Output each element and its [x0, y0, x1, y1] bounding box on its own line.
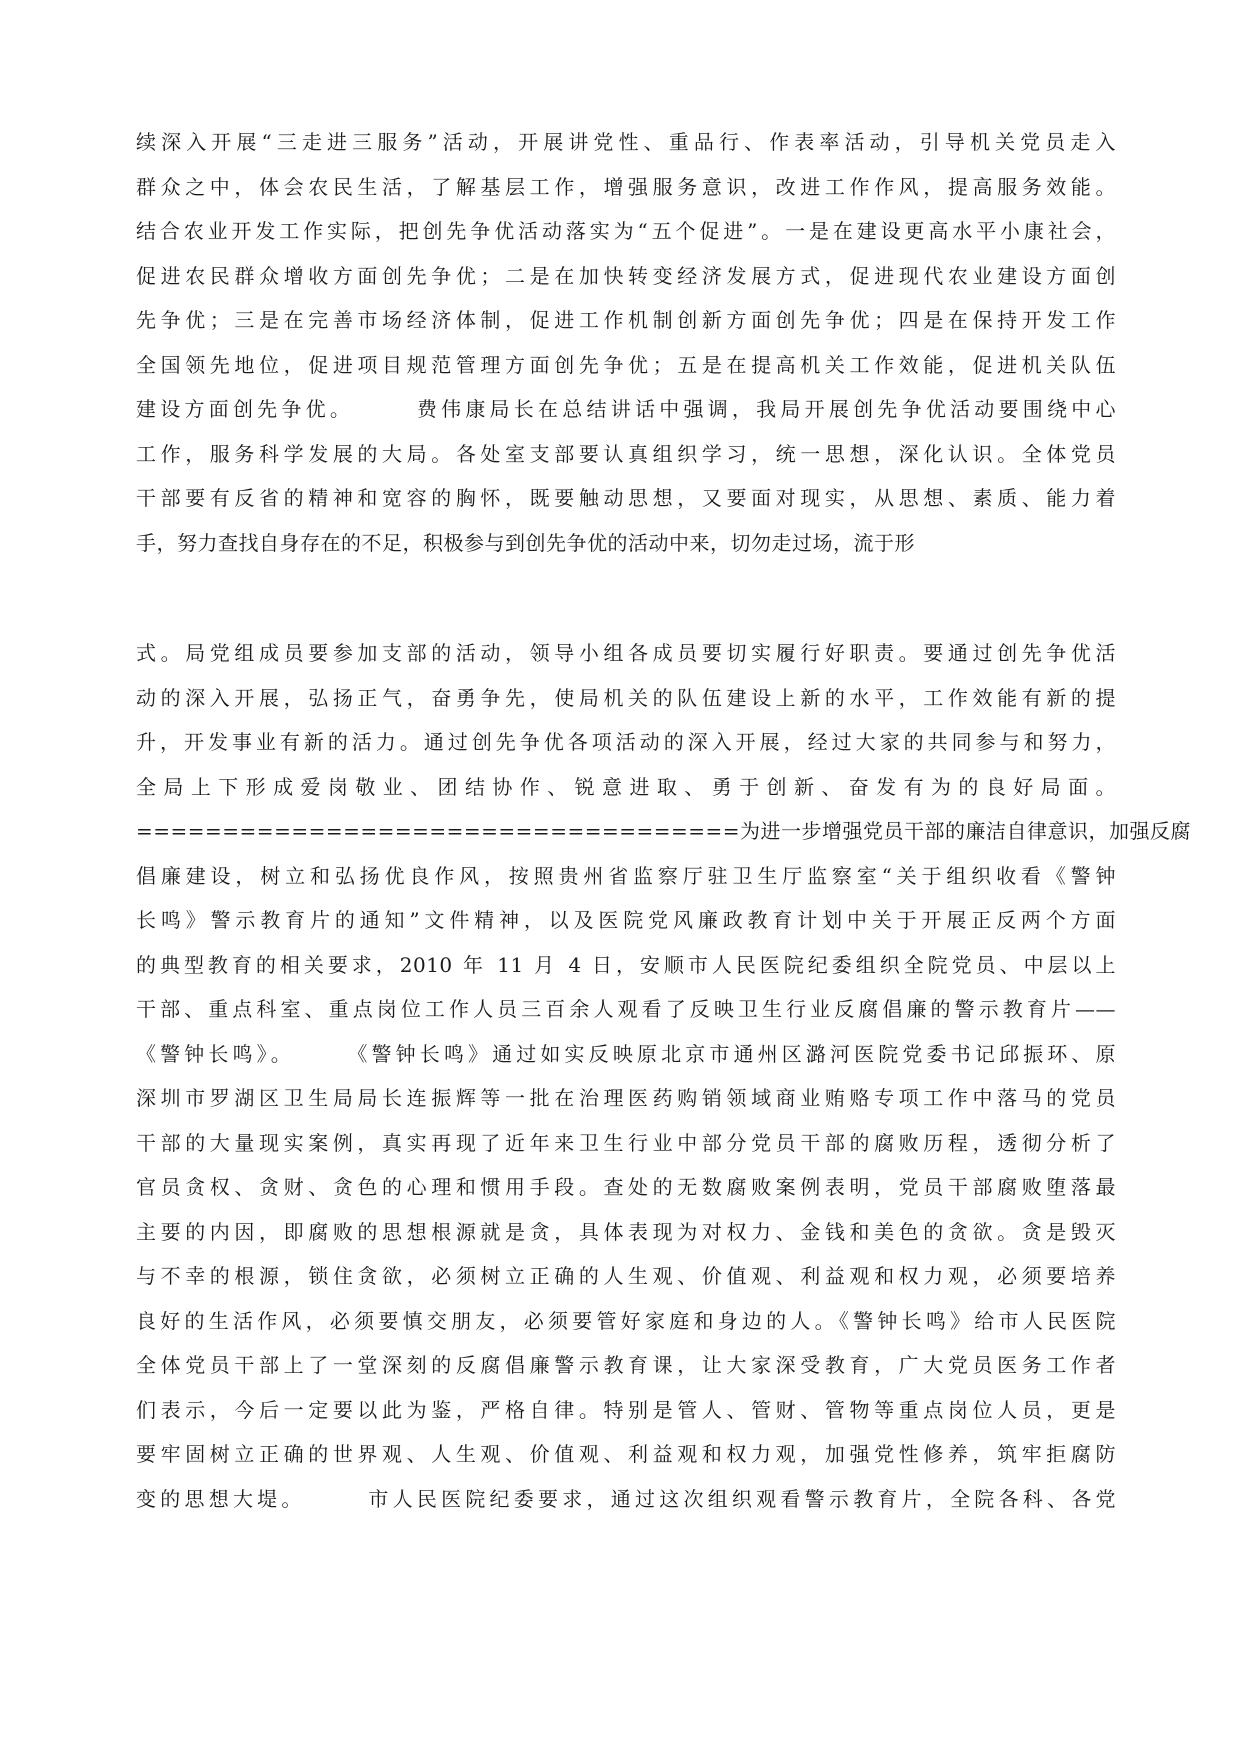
text-line: 全局上下形成爱岗敬业、团结协作、锐意进取、勇于创新、奋发有为的良好局面。	[136, 774, 1116, 799]
text-line: 《警钟长鸣》。 《警钟长鸣》通过如实反映原北京市通州区潞河医院党委书记邱振环、原	[136, 1041, 1116, 1066]
text-line: 深圳市罗湖区卫生局局长连振辉等一批在治理医药购销领域商业贿赂专项工作中落马的党员	[136, 1086, 1116, 1110]
text-line: 良好的生活作风，必须要慎交朋友，必须要管好家庭和身边的人。《警钟长鸣》给市人民医院	[136, 1308, 1116, 1333]
text-line: 升，开发事业有新的活力。通过创先争优各项活动的深入开展，经过大家的共同参与和努力，	[136, 730, 1116, 754]
text-line: 工作，服务科学发展的大局。各处室支部要认真组织学习，统一思想，深化认识。全体党员	[136, 441, 1116, 466]
text-line: 续深入开展“三走进三服务”活动，开展讲党性、重品行、作表率活动，引导机关党员走入	[136, 130, 1116, 154]
text-line: 干部的大量现实案例，真实再现了近年来卫生行业中部分党员干部的腐败历程，透彻分析了	[136, 1130, 1116, 1155]
paragraph-block-2	[136, 631, 1192, 1521]
text-line: 们表示，今后一定要以此为鉴，严格自律。特别是管人、管财、管物等重点岗位人员，更是	[136, 1397, 1116, 1422]
text-line: 主要的内因，即腐败的思想根源就是贪，具体表现为对权力、金钱和美色的贪欲。贪是毁灭	[136, 1219, 1116, 1244]
text-line: 干部、重点科室、重点岗位工作人员三百余人观看了反映卫生行业反腐倡廉的警示教育片——	[136, 997, 1116, 1021]
text-line: 结合农业开发工作实际，把创先争优活动落实为“五个促进”。一是在建设更高水平小康社会，	[136, 219, 1116, 243]
text-line: 官员贪权、贪财、贪色的心理和惯用手段。查处的无数腐败案例表明，党员干部腐败堕落最	[136, 1175, 1116, 1199]
text-line: 促进农民群众增收方面创先争优；二是在加快转变经济发展方式，促进现代农业建设方面创	[136, 263, 1116, 288]
text-line: 动的深入开展，弘扬正气，奋勇争先，使局机关的队伍建设上新的水平，工作效能有新的提	[136, 685, 1116, 710]
text-line: 倡廉建设，树立和弘扬优良作风，按照贵州省监察厅驻卫生厅监察室“关于组织收看《警钟	[136, 863, 1116, 888]
text-line: ===================================为进一步增强党员干部的廉洁自律意识，加强反腐	[136, 819, 1192, 843]
text-line: 式。局党组成员要参加支部的活动，领导小组各成员要切实履行好职责。要通过创先争优活	[136, 641, 1116, 665]
text-line: 的典型教育的相关要求，2010 年 11 月 4 日，安顺市人民医院纪委组织全院党员、中层以上	[136, 952, 1116, 977]
text-line: 长鸣》警示教育片的通知”文件精神，以及医院党风廉政教育计划中关于开展正反两个方面	[136, 908, 1116, 932]
paragraph-block-1	[136, 120, 1116, 565]
text-line: 变的思想大堤。 市人民医院纪委要求，通过这次组织观看警示教育片，全院各科、各党	[136, 1486, 1116, 1511]
text-line: 先争优；三是在完善市场经济体制，促进工作机制创新方面创先争优；四是在保持开发工作	[136, 308, 1116, 332]
text-line: 与不幸的根源，锁住贪欲，必须树立正确的人生观、价值观、利益观和权力观，必须要培养	[136, 1264, 1116, 1288]
text-line: 要牢固树立正确的世界观、人生观、价值观、利益观和权力观，加强党性修养，筑牢拒腐防	[136, 1442, 1116, 1466]
text-line: 全体党员干部上了一堂深刻的反腐倡廉警示教育课，让大家深受教育，广大党员医务工作者	[136, 1353, 1116, 1377]
text-line: 干部要有反省的精神和宽容的胸怀，既要触动思想，又要面对现实，从思想、素质、能力着	[136, 486, 1116, 510]
text-line: 手，努力查找自身存在的不足，积极参与到创先争优的活动中来，切勿走过场，流于形	[136, 530, 915, 555]
text-line: 群众之中，体会农民生活，了解基层工作，增强服务意识，改进工作作风，提高服务效能。	[136, 174, 1116, 199]
text-line: 建设方面创先争优。 费伟康局长在总结讲话中强调，我局开展创先争优活动要围绕中心	[136, 397, 1116, 421]
text-line: 全国领先地位，促进项目规范管理方面创先争优；五是在提高机关工作效能，促进机关队伍	[136, 352, 1116, 377]
